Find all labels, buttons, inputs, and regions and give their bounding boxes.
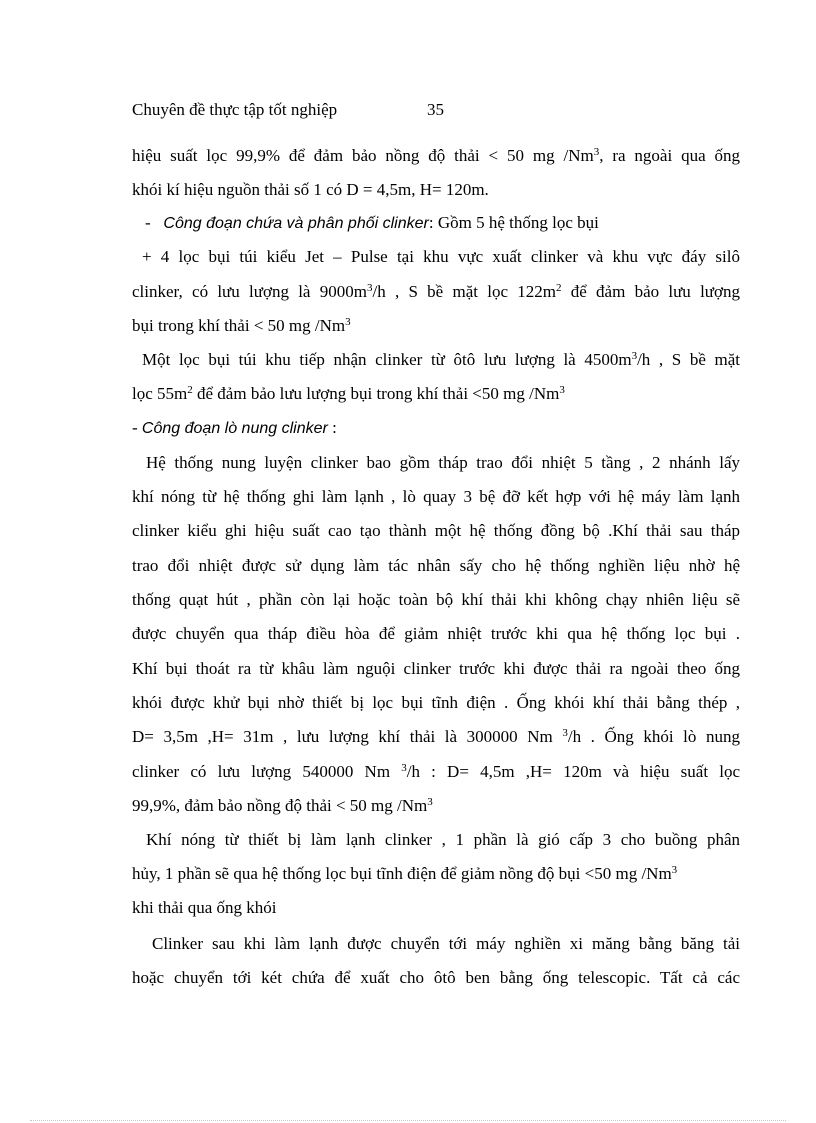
- page-header: [132, 100, 444, 120]
- text-line: Clinker sau khi làm lạnh được chuyển tới máy nghiền xi măng bằng băng tải: [152, 934, 740, 953]
- text-line: clinker có lưu lượng 540000 Nm $^3$/h : D= 4,5m ,H= 120m và hiệu suất lọc: [132, 762, 740, 781]
- page-bottom-rule: [30, 1120, 786, 1121]
- text-line: 99,9%, đảm bảo nồng độ thải < 50 mg /Nm$^3$: [132, 796, 433, 815]
- text-line: hiệu suất lọc 99,9% để đảm bảo nồng độ thải < 50 mg /Nm$^3$, ra ngoài qua ống: [132, 146, 740, 165]
- text-line: khí nóng từ hệ thống ghi làm lạnh , lò quay 3 bệ đỡ kết hợp với hệ máy làm lạnh: [132, 487, 740, 506]
- text-line: Một lọc bụi túi khu tiếp nhận clinker từ ôtô lưu lượng là $4500m^3/h$ , S bề mặt: [142, 350, 740, 369]
- text-line: khi thải qua ống khói: [132, 898, 277, 917]
- text-line: trao đổi nhiệt được sử dụng làm tác nhân sấy cho hệ thống nghiền liệu nhờ hệ: [132, 556, 740, 575]
- text-line: thống quạt hút , phần còn lại hoặc toàn bộ khí thải khi không chạy nhiên liệu sẽ: [132, 590, 740, 609]
- text-line: lọc $55m^2$ để đảm bảo lưu lượng bụi trong khí thải <50 mg /Nm$^3$: [132, 384, 565, 403]
- text-line: được chuyển qua tháp điều hòa để giảm nhiệt trước khi qua hệ thống lọc bụi .: [132, 624, 740, 643]
- text-line: Hệ thống nung luyện clinker bao gồm tháp trao đổi nhiệt 5 tầng , 2 nhánh lấy: [146, 453, 740, 472]
- text-line: Khí nóng từ thiết bị làm lạnh clinker , 1 phần là gió cấp 3 cho buồng phân: [146, 830, 740, 849]
- text-line: D= 3,5m ,H= 31m , lưu lượng khí thải là 300000 Nm $^3$/h . Ống khói lò nung: [132, 727, 740, 746]
- header-title: Chuyên đề thực tập tốt nghiệp: [132, 100, 338, 119]
- text-line: khói được khử bụi nhờ thiết bị lọc bụi tĩnh điện . Ống khói khí thải bằng thép ,: [132, 693, 740, 712]
- text-line: + 4 lọc bụi túi kiểu Jet – Pulse tại khu vực xuất clinker và khu vực đáy silô: [142, 247, 740, 266]
- text-line: hủy, 1 phần sẽ qua hệ thống lọc bụi tĩnh điện để giảm nồng độ bụi <50 mg /Nm$^3$: [132, 864, 678, 883]
- text-line: bụi trong khí thải < 50 mg /Nm$^3$: [132, 316, 351, 335]
- text-line: clinker, có lưu lượng là $9000m^3/h$ , S bề mặt lọc $122m^2$ để đảm bảo lưu lượng: [132, 282, 740, 301]
- text-line: - Công đoạn chứa và phân phối clinker: Gồm 5 hệ thống lọc bụi: [145, 213, 599, 232]
- text-line: hoặc chuyển tới két chứa để xuất cho ôtô ben bằng ống telescopic. Tất cả các: [132, 968, 740, 987]
- page-number: 35: [427, 100, 444, 119]
- text-line: Khí bụi thoát ra từ khâu làm nguội clinker trước khi được thải ra ngoài theo ống: [132, 659, 740, 678]
- text-line: clinker kiểu ghi hiệu suất cao tạo thành một hệ thống đồng bộ .Khí thải sau tháp: [132, 521, 740, 540]
- text-line: khói kí hiệu nguồn thải số 1 có D = 4,5m, H= 120m.: [132, 180, 489, 199]
- text-line: - Công đoạn lò nung clinker :: [132, 418, 337, 437]
